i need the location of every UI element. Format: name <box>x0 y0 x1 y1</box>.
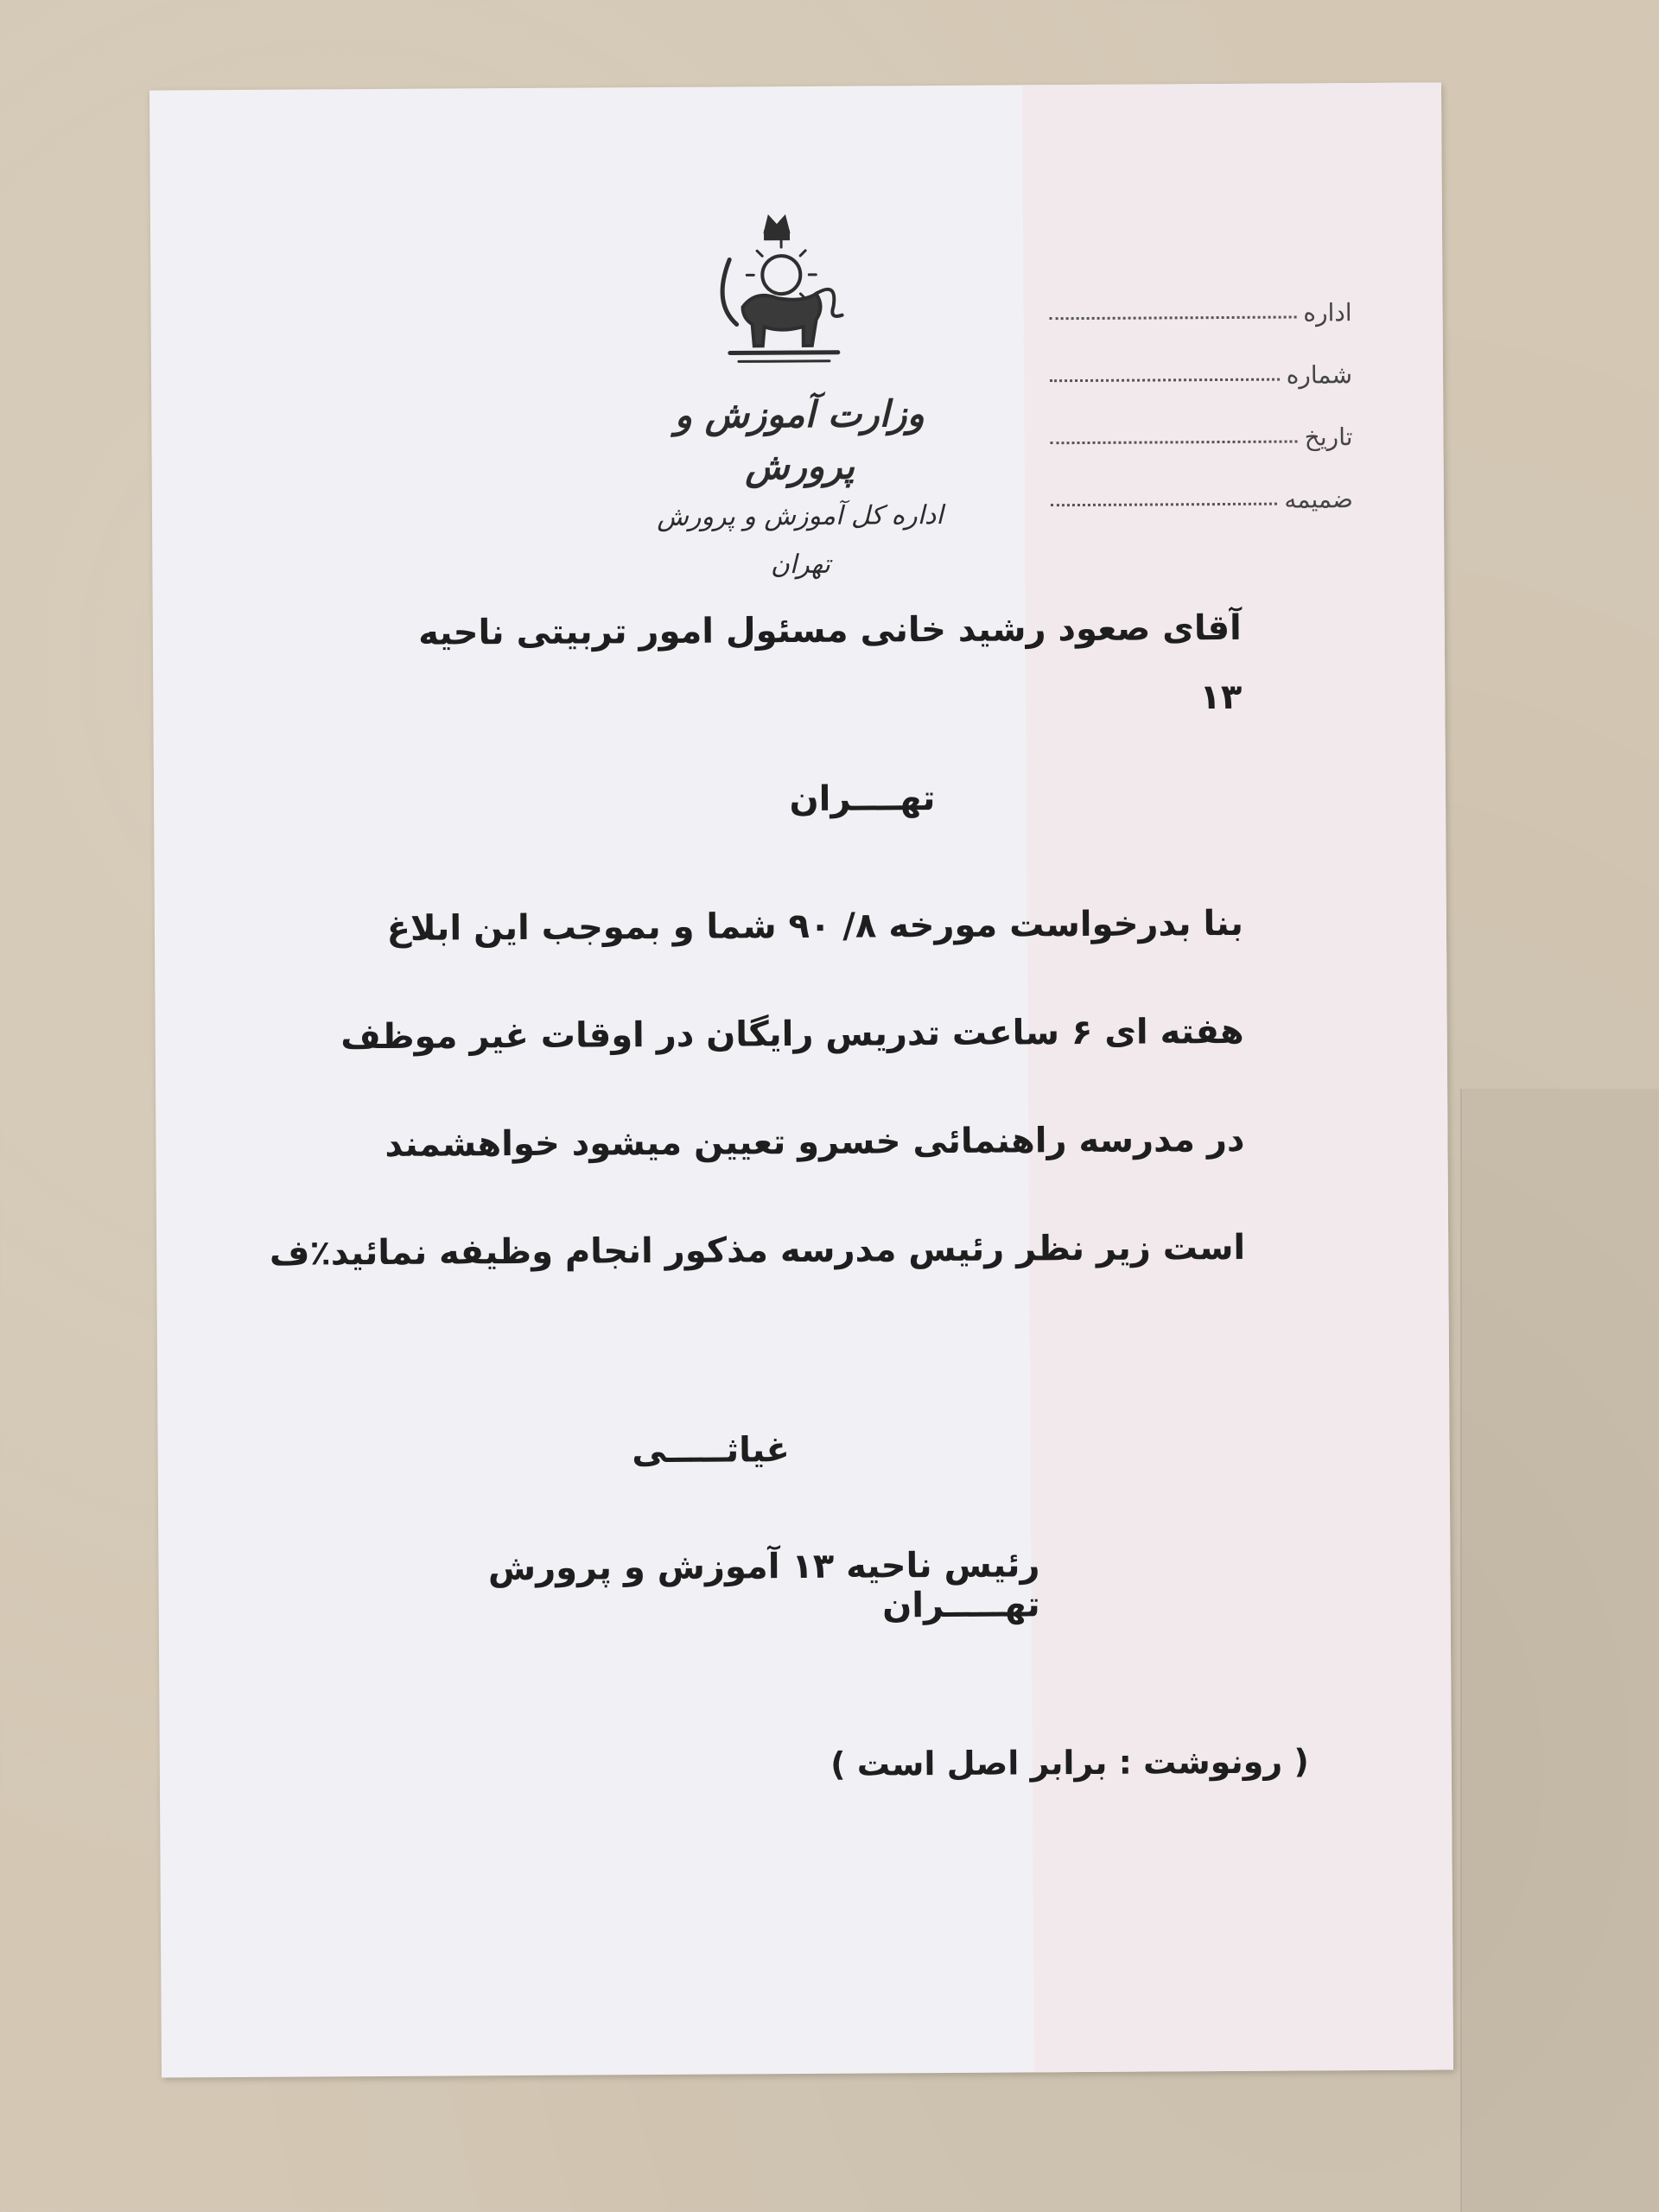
field-attachment <box>1051 451 1353 515</box>
header-fields <box>1049 264 1353 515</box>
document-page <box>149 82 1453 2077</box>
letter-body <box>269 594 1246 1307</box>
ministry-subtitle: اداره کل آموزش و پرورش تهران <box>657 499 944 581</box>
lion-and-sun-emblem-icon <box>695 207 860 381</box>
field-number <box>1050 327 1352 391</box>
body-line: است زیر نظر رئیس مدرسه مذکور انجام وظیفه نمائید٪ف <box>269 1227 1246 1274</box>
recipient-line: آقای صعود رشید خانی مسئول امور تربیتی ناحیه ۱۳ <box>417 607 1243 718</box>
body-line: هفته ای ۶ ساعت تدریس رایگان در اوقات غیر موظف <box>340 1011 1244 1058</box>
recipient-city: تهــــران <box>789 779 936 820</box>
body-line: در مدرسه راهنمائی خسرو تعیین میشود خواهشمند <box>385 1119 1245 1165</box>
field-blank-line <box>1050 378 1280 383</box>
signatory-title: رئیس ناحیه ۱۳ آموزش و پرورش تهـــــران <box>487 1545 1040 1626</box>
field-label: شماره <box>1286 360 1353 390</box>
field-date <box>1050 389 1352 453</box>
ministry-name: وزارت آموزش و پرورش <box>674 392 925 488</box>
copy-certification-note: ( رونوشت : برابر اصل است ) <box>830 1742 1309 1783</box>
field-department <box>1049 264 1351 328</box>
body-line: بنا بدرخواست مورخه ۸/ ۹۰ شما و بموجب این ابلاغ <box>386 903 1244 949</box>
field-blank-line <box>1051 503 1277 507</box>
ministry-letterhead <box>635 388 964 590</box>
field-blank-line <box>1050 440 1297 444</box>
field-label: اداره <box>1303 298 1352 327</box>
field-label: تاریخ <box>1304 423 1353 452</box>
backdrop-fold <box>1460 1089 1659 2212</box>
signatory-name: غیاثـــــی <box>632 1430 791 1471</box>
field-blank-line <box>1050 315 1297 320</box>
field-label: ضمیمه <box>1284 485 1354 514</box>
